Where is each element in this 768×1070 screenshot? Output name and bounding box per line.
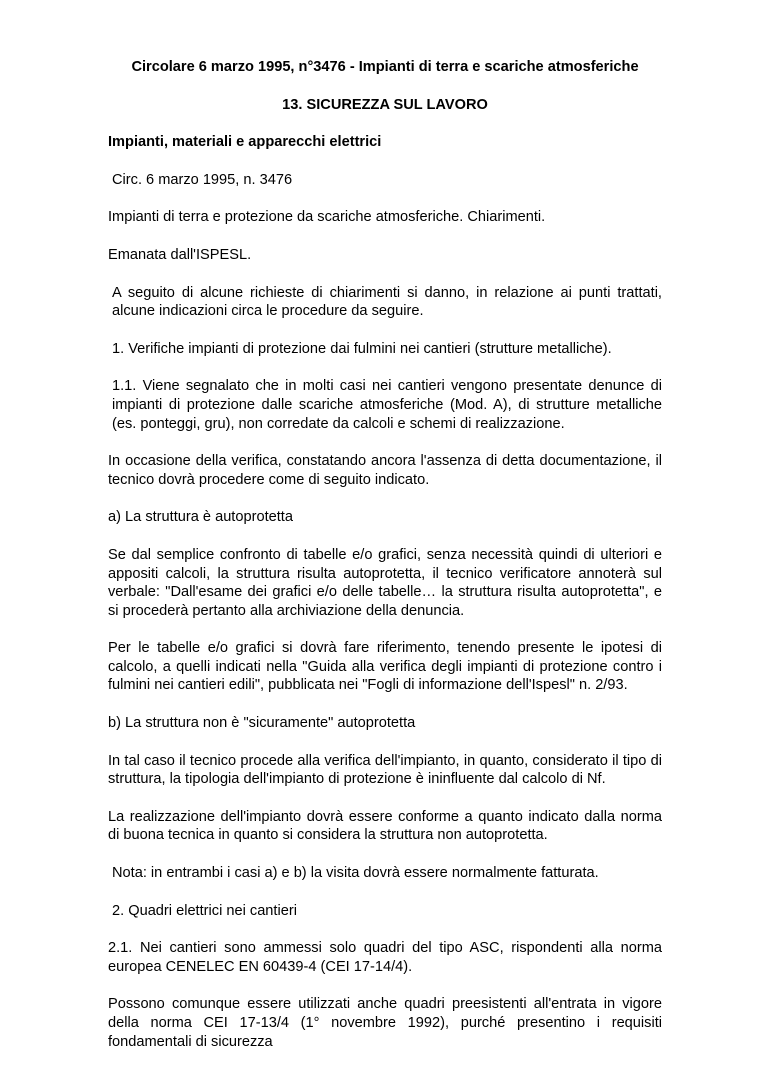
document-page xyxy=(108,58,662,1070)
paragraph-case-a-detail: Se dal semplice confronto di tabelle e/o grafici, senza necessità quindi di ulteriori e appositi calcoli, la struttura risulta autoprotetta, il tecnico verificatore annoterà sul verbale: "Dall'esame dei grafici e/o delle tabelle… la struttura risulta autoprotetta", e si procederà pertanto alla archiviazione della denuncia. xyxy=(108,546,662,619)
paragraph-existing-panels: Possono comunque essere utilizzati anche quadri preesistenti all'entrata in vigore della norma CEI 17-13/4 (1° novembre 1992), purché presentino i requisiti fondamentali di sicurezza xyxy=(108,996,662,1050)
paragraph-point-2: 2. Quadri elettrici nei cantieri xyxy=(112,902,297,919)
paragraph-case-b-detail: In tal caso il tecnico procede alla verifica dell'impianto, in quanto, considerato il tipo di struttura, la tipologia dell'impianto di protezione è ininfluente dal calcolo di Nf. xyxy=(108,752,662,788)
paragraph-point-1: 1. Verifiche impianti di protezione dai fulmini nei cantieri (strutture metalliche). xyxy=(112,340,612,357)
paragraph-intro: A seguito di alcune richieste di chiarimenti si danno, in relazione ai punti trattati, alcune indicazioni circa le procedure da seguire. xyxy=(112,284,662,320)
paragraph-point-2-1: 2.1. Nei cantieri sono ammessi solo quadri del tipo ASC, rispondenti alla norma europea CENELEC EN 60439-4 (CEI 17-14/4). xyxy=(108,940,662,975)
paragraph-issuer: Emanata dall'ISPESL. xyxy=(108,246,252,263)
paragraph-case-b: b) La struttura non è "sicuramente" autoprotetta xyxy=(108,715,416,732)
paragraph-point-1-1: 1.1. Viene segnalato che in molti casi nei cantieri vengono presentate denunce di impianti di protezione dalle scariche atmosferiche (Mod. A), di strutture metalliche (es. ponteggi, gru), non corredate da calcoli e schemi di realizzazione. xyxy=(112,378,662,432)
paragraph-verification: In occasione della verifica, constatando ancora l'assenza di detta documentazione, il tecnico dovrà procedere come di seguito indicato. xyxy=(108,453,662,488)
document-title: Circolare 6 marzo 1995, n°3476 - Impianti di terra e scariche atmosferiche xyxy=(131,59,639,75)
paragraph-note: Nota: in entrambi i casi a) e b) la visita dovrà essere normalmente fatturata. xyxy=(112,865,599,882)
paragraph-circ-reference: Circ. 6 marzo 1995, n. 3476 xyxy=(112,171,293,188)
paragraph-case-a: a) La struttura è autoprotetta xyxy=(108,509,293,526)
section-heading: Impianti, materiali e apparecchi elettrici xyxy=(108,134,382,151)
paragraph-realization: La realizzazione dell'impianto dovrà essere conforme a quanto indicato dalla norma di buona tecnica in quanto si considera la struttura non autoprotetta. xyxy=(108,808,662,844)
paragraph-subject: Impianti di terra e protezione da scariche atmosferiche. Chiarimenti. xyxy=(108,209,546,226)
section-number-title: 13. SICUREZZA SUL LAVORO xyxy=(282,96,488,113)
paragraph-tables-reference: Per le tabelle e/o grafici si dovrà fare riferimento, tenendo presente le ipotesi di calcolo, a quelli indicati nella "Guida alla verifica degli impianti di protezione contro i fulmini nei cantieri edili", pubblicata nei "Fogli di informazione dell'Ispesl" n. 2/93. xyxy=(108,640,662,694)
